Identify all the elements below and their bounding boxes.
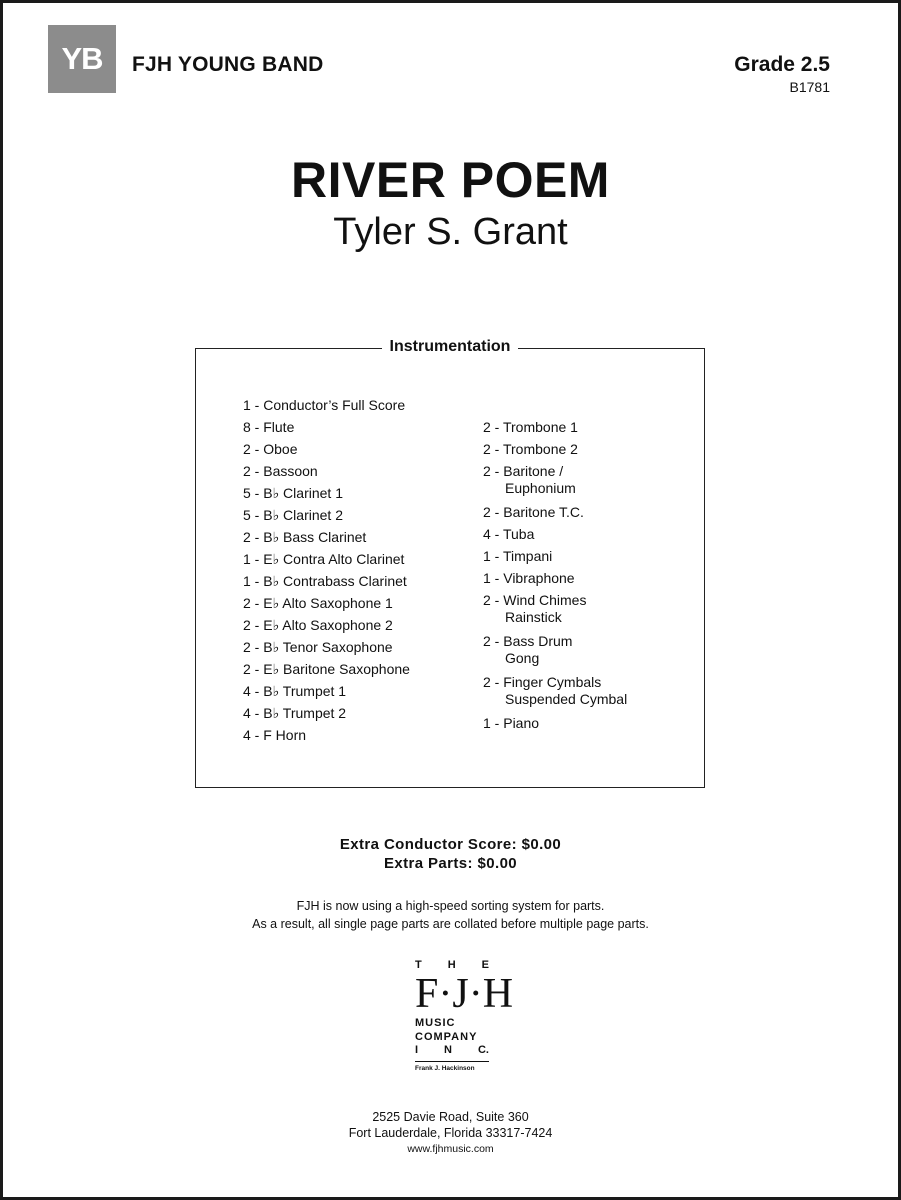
instrumentation-heading-text: Instrumentation [382,338,519,355]
instrument-label: 1 - Conductor’s Full Score [243,397,406,413]
logo-founder: Frank J. Hackinson [415,1061,489,1074]
instrument-item [243,504,410,526]
instrument-label: 2 - Bassoon [243,463,318,479]
logo-company: COMPANY [415,1031,478,1043]
logo-letter: J [452,971,469,1017]
instrument-item [483,589,627,626]
instrument-label: 2 - Wind Chimes [483,592,587,608]
instrument-label: 1 - Vibraphone [483,570,575,586]
website-link[interactable]: www.fjhmusic.com [407,1143,494,1155]
instrument-label: 4 - F Horn [243,727,307,743]
extra-conductor-score-price: Extra Conductor Score: $0.00 [339,836,562,853]
series-name: FJH YOUNG BAND [132,53,324,76]
address-street: 2525 Davie Road, Suite 360 [372,1110,529,1124]
instrument-item [483,630,627,667]
logo-letter: N [444,1044,452,1056]
logo-fjh [415,971,514,1017]
logo-letter: F [415,971,439,1017]
address-city: Fort Lauderdale, Florida 33317-7424 [348,1126,553,1140]
instrument-label-continued: Suspended Cymbal [505,691,628,707]
logo-music: MUSIC [415,1017,456,1029]
instrument-label-continued: Rainstick [505,609,562,625]
instrument-item [243,592,410,614]
sorting-note-line-2: As a result, all single page parts are collated before multiple page parts. [252,917,649,931]
instrument-label: 2 - E♭ Alto Saxophone 1 [243,595,393,611]
instrument-label: 1 - E♭ Contra Alto Clarinet [243,551,405,567]
instrument-label: 1 - Piano [483,715,540,731]
instrument-item [243,614,410,636]
instrument-item [483,416,627,438]
grade-level: Grade 2.5 [734,53,830,76]
instrument-label: 4 - B♭ Trumpet 2 [243,705,347,721]
instrument-label: 2 - Oboe [243,441,298,457]
instrument-label: 2 - E♭ Baritone Saxophone [243,661,410,677]
logo-letter: C. [477,1044,489,1056]
extra-parts-price: Extra Parts: $0.00 [383,855,518,872]
instrument-label: 2 - Trombone 1 [483,419,578,435]
instrument-item [243,636,410,658]
instrument-item [483,501,627,523]
catalog-number: B1781 [789,79,830,95]
instrument-item [243,416,410,438]
instrument-item [243,680,410,702]
logo-letter: E [481,959,489,971]
logo-letter: T [415,959,422,971]
logo-dot: · [468,971,483,1017]
instrument-label: 2 - E♭ Alto Saxophone 2 [243,617,393,633]
logo-dot: · [438,971,453,1017]
logo-letter: H [482,971,514,1017]
instrument-item [483,545,627,567]
instrument-item [483,438,627,460]
instrument-item [483,523,627,545]
instrumentation-column-2 [483,416,627,734]
sorting-note [3,897,898,933]
instrument-item [483,671,627,708]
extra-pricing [3,835,898,873]
instrument-item [243,548,410,570]
instrument-label-continued: Gong [505,650,540,666]
logo-inc [415,1044,489,1057]
instrumentation-column-1 [243,394,410,746]
instrument-label: 1 - B♭ Contrabass Clarinet [243,573,407,589]
instrument-item [243,438,410,460]
logo-letter: I [415,1044,419,1056]
instrument-item [243,460,410,482]
instrument-item [243,482,410,504]
instrument-item [243,724,410,746]
instrument-item [243,394,410,416]
instrument-label: 2 - Baritone / [483,463,564,479]
instrument-item [243,702,410,724]
composer-name: Tyler S. Grant [333,211,568,253]
instrumentation-box [195,338,705,788]
instrument-item [483,567,627,589]
publisher-address [3,1109,898,1157]
instrument-label: 2 - Bass Drum [483,633,573,649]
instrument-label: 2 - B♭ Tenor Saxophone [243,639,393,655]
instrument-label: 4 - Tuba [483,526,535,542]
fjh-music-company-logo [415,959,514,1074]
instrument-label: 5 - B♭ Clarinet 2 [243,507,343,523]
instrument-item [243,570,410,592]
instrument-label: 2 - Baritone T.C. [483,504,584,520]
instrument-label: 8 - Flute [243,419,295,435]
instrument-label: 2 - Finger Cymbals [483,674,602,690]
instrument-label: 2 - Trombone 2 [483,441,578,457]
instrument-item [483,460,627,497]
instrument-label: 1 - Timpani [483,548,553,564]
instrumentation-heading [196,338,704,356]
piece-title: RIVER POEM [291,152,610,208]
logo-letter: H [447,959,456,971]
instrument-item [243,658,410,680]
instrument-item [243,526,410,548]
instrument-label: 2 - B♭ Bass Clarinet [243,529,367,545]
instrument-label: 5 - B♭ Clarinet 1 [243,485,343,501]
sorting-note-line-1: FJH is now using a high-speed sorting system for parts. [296,899,605,913]
instrument-label: 4 - B♭ Trumpet 1 [243,683,347,699]
instrument-item [483,712,627,734]
instrument-label-continued: Euphonium [505,480,576,496]
young-band-badge: YB [48,25,116,93]
